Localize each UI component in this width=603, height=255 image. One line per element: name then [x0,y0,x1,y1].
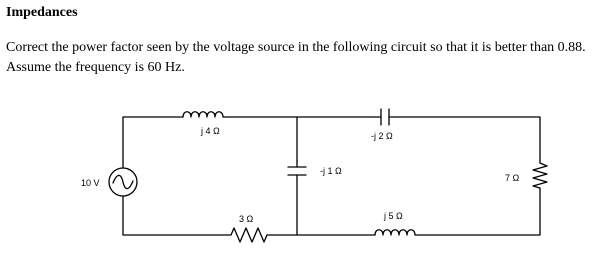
inductor-top [183,112,225,117]
capacitor-top [373,109,397,125]
problem-statement: Correct the power factor seen by the voltage source in the following circuit so that it is better than 0.88. Assume the frequency is 60 Hz. [6,40,586,75]
problem-heading: Impedances [6,5,78,20]
resistor-bottom [227,228,267,242]
resistor-right-label: 7 Ω [505,173,520,183]
voltage-source [109,168,137,196]
capacitor-middle [288,161,306,181]
circuit-wires [123,117,540,235]
inductor-top-label: j 4 Ω [201,126,220,136]
resistor-right [533,160,547,190]
inductor-bottom [375,230,415,235]
resistor-bottom-label: 3 Ω [239,214,254,224]
inductor-bottom-label: j 5 Ω [384,211,403,221]
source-label: 10 V [81,178,100,188]
capacitor-top-label: -j 2 Ω [371,131,393,141]
capacitor-middle-label: -j 1 Ω [320,166,342,176]
